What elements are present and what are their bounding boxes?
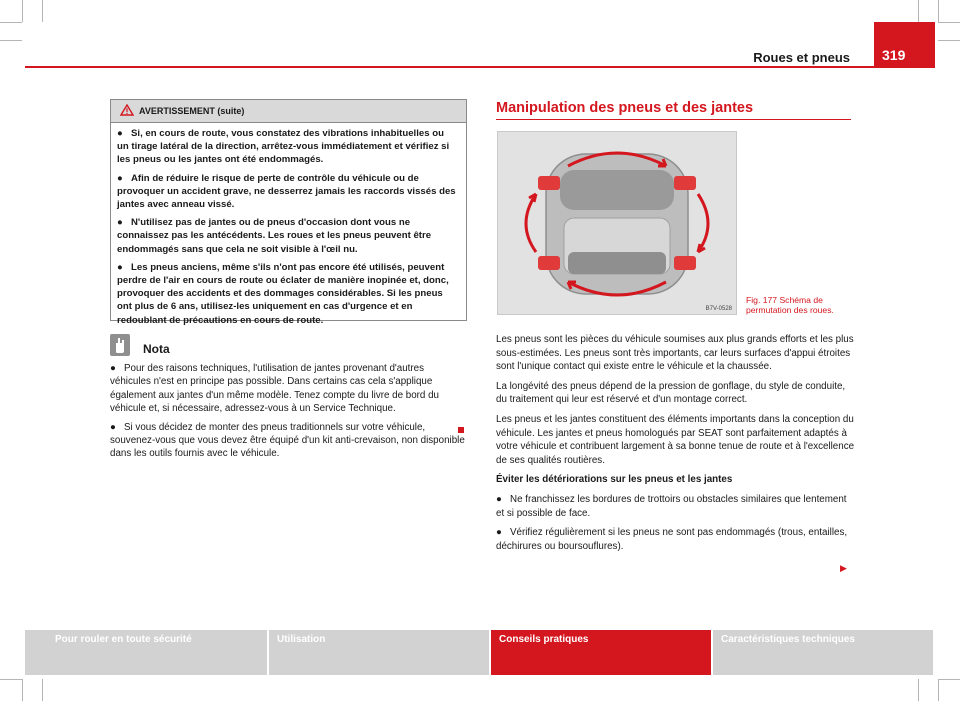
note-hand-icon <box>110 334 130 356</box>
wheel-rotation-figure <box>497 131 737 315</box>
bullet-item: ● Vérifiez régulièrement si les pneus ne sont pas endommagés (trous, entailles, déchirures ou boursouflures). <box>496 527 848 552</box>
crop-mark <box>0 40 22 41</box>
crop-mark <box>938 22 960 23</box>
warning-header <box>111 100 466 123</box>
warning-item: ● Si, en cours de route, vous constatez des vibrations inhabituelles ou un tirage latéral de la direction, arrêtez-vous immédiatement et vérifiez si les pneus ou les jantes ont été endommagés. <box>117 128 450 166</box>
crop-mark <box>918 0 919 22</box>
crop-mark <box>918 679 919 701</box>
crop-mark <box>938 679 939 701</box>
paragraph: Les pneus et les jantes constituent des éléments importants dans la conception du véhicule. Les jantes et pneus homologués par SEAT sont parfaitement adaptés à votre véhicule et contribuent largement à sa bonne tenue de route et à l'excellence de ses qualités routières. <box>496 413 855 466</box>
warning-item: ● Afin de réduire le risque de perte de contrôle du véhicule ou de provoquer un accident grave, ne desserrez jamais les raccords vissés des jantes avec anneau vissé. <box>117 172 456 211</box>
figure-caption: Fig. 177 Schéma de permutation des roues. <box>746 295 834 315</box>
warning-item: ● N'utilisez pas de jantes ou de pneus d'occasion dont vous ne connaissez pas les antécédents. Les roues et les pneus peuvent être endommagés sans que cela ne soit visible à l'œil nu. <box>117 217 432 255</box>
header-rule <box>25 66 935 68</box>
footer-tab-securite[interactable]: Pour rouler en toute sécurité <box>25 630 267 675</box>
rotation-arrow-right <box>698 194 708 252</box>
footer-tab-caracteristiques[interactable]: Caractéristiques techniques <box>713 630 933 675</box>
warning-box <box>110 99 467 326</box>
warning-item: ● Les pneus anciens, même s'ils n'ont pas encore été utilisés, peuvent perdre de l'air en cours de route ou éclater de manière inopinée et, donc, provoquer des accidents et des dommages considérables. Si les pneus ont plus de 6 ans, utilisez-les uniquement en cas d'urgence et en redoublant de précautions en cours de route. <box>117 261 449 326</box>
crop-mark <box>938 679 960 680</box>
crop-mark <box>22 0 23 22</box>
nota-title: Nota <box>143 342 170 356</box>
footer-tab-utilisation[interactable]: Utilisation <box>269 630 489 675</box>
crop-mark <box>938 0 939 22</box>
footer-tab-conseils[interactable]: Conseils pratiques <box>491 630 711 675</box>
continue-arrow-icon: ▶ <box>840 563 847 573</box>
car-top-view-illustration <box>498 132 736 314</box>
nota-item: ● Pour des raisons techniques, l'utilisation de jantes provenant d'autres véhicules n'est en principe pas possible. Dans certains cas cela s'applique également aux jantes d'un même modèle. Tenez compte du livre de bord du véhicule et, si nécessaire, adressez-vous à un Service Technique. <box>110 363 439 415</box>
wheel-rear-right <box>674 256 696 270</box>
header-title: Roues et pneus <box>753 50 850 65</box>
figure-code: B7V-0528 <box>705 306 732 312</box>
nota-body <box>110 362 465 466</box>
wheel-rear-left <box>538 256 560 270</box>
wheel-front-left <box>538 176 560 190</box>
crop-mark <box>42 679 43 701</box>
paragraph: Les pneus sont les pièces du véhicule soumises aux plus grands efforts et les plus sous-estimées. Les pneus sont très importants, car leurs surfaces d'appui étroites sont l'unique contact qui existe entre le véhicule et la chaussée. <box>496 334 854 373</box>
footer-nav <box>25 630 935 675</box>
subheading: Éviter les détériorations sur les pneus et les jantes <box>496 474 733 486</box>
warning-body <box>111 123 466 327</box>
section-body <box>496 333 856 559</box>
crop-mark <box>22 679 23 701</box>
crop-mark <box>0 22 22 23</box>
wheel-front-right <box>674 176 696 190</box>
paragraph: La longévité des pneus dépend de la pression de gonflage, du style de conduite, du traitement qui leur est réservé et d'un montage correct. <box>496 380 846 406</box>
warning-title: AVERTISSEMENT (suite) <box>139 106 245 116</box>
warning-triangle-icon <box>120 104 134 116</box>
section-title: Manipulation des pneus et des jantes <box>496 100 754 116</box>
crop-mark <box>42 0 43 22</box>
crop-mark <box>0 679 22 680</box>
page-number: 319 <box>874 22 935 68</box>
section-rule <box>496 119 851 120</box>
crop-mark <box>938 40 960 41</box>
rotation-arrow-left <box>526 194 536 252</box>
bullet-item: ● Ne franchissez les bordures de trottoirs ou obstacles similaires que lentement et si possible de face. <box>496 493 847 519</box>
end-of-section-marker <box>458 427 464 433</box>
nota-item: ● Si vous décidez de monter des pneus traditionnels sur votre véhicule, souvenez-vous que vous devez être équipé d'un kit anti-crevaison, non disponible dans les outils fournis avec le véhicule. <box>110 421 465 460</box>
